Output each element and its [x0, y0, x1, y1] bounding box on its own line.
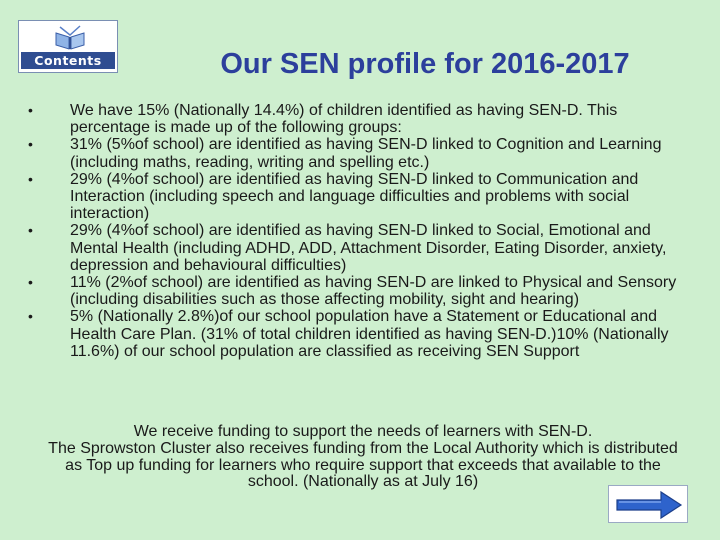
list-item: [28, 308, 696, 360]
list-item-text: 31% (5%of school) are identified as having SEN-D linked to Cognition and Learning (including maths, reading, writing and spelling etc.): [70, 136, 662, 171]
list-item: [28, 222, 696, 274]
contents-button[interactable]: [18, 20, 118, 73]
bullet-marker: •: [28, 274, 33, 291]
book-icon: [53, 25, 87, 51]
contents-label: Contents: [21, 52, 115, 69]
closing-line-cluster: The Sprowston Cluster also receives funding from the Local Authority which is distributed as Top up funding for learners who require support that exceeds that available to the school. (Nationally as at July 16): [48, 439, 678, 491]
list-item-text: 11% (2%of school) are identified as having SEN-D are linked to Physical and Sensory (including disabilities such as those affecting mobility, sight and hearing): [70, 274, 677, 309]
bullet-marker: •: [28, 102, 33, 118]
list-item: [28, 171, 696, 223]
list-item: [28, 274, 696, 308]
bullet-marker: •: [28, 222, 33, 239]
bullet-marker: •: [28, 136, 33, 153]
bullet-marker: •: [28, 308, 33, 325]
page-title: Our SEN profile for 2016-2017: [220, 48, 630, 80]
list-item-text: 5% (Nationally 2.8%)of our school population have a Statement or Educational and Health Care Plan. (31% of total children identified as having SEN-D.)10% (Nationally 11.6%) of our school population are classified as receiving SEN Support: [70, 308, 669, 360]
list-item: [28, 102, 696, 136]
bullet-marker: •: [28, 170, 33, 187]
list-item: [28, 136, 696, 170]
bullet-list: [28, 102, 696, 360]
closing-line-funding: We receive funding to support the needs of learners with SEN-D.: [133, 423, 593, 440]
list-item-text: 29% (4%of school) are identified as having SEN-D linked to Communication and Interaction (including speech and language difficulties and problems with social interaction): [70, 170, 639, 223]
list-item-text: We have 15% (Nationally 14.4%) of children identified as having SEN-D. This percentage is made up of the following groups:: [70, 102, 618, 137]
next-slide-button[interactable]: [608, 485, 688, 523]
right-arrow-icon: [615, 490, 683, 520]
closing-paragraph: [40, 424, 686, 491]
list-item-text: 29% (4%of school) are identified as having SEN-D linked to Social, Emotional and Mental Health (including ADHD, ADD, Attachment Disorder, Eating Disorder, anxiety, depression and behavioural difficulties): [70, 222, 667, 274]
